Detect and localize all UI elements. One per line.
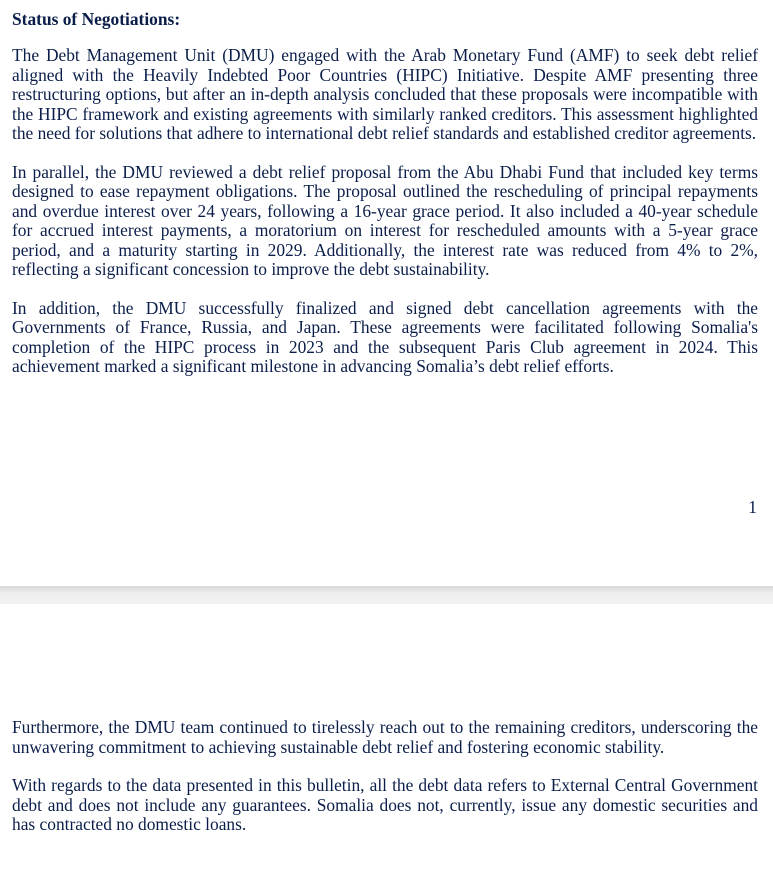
paragraph-cancellation: In addition, the DMU successfully finalized and signed debt cancellation agreements with the Governments of France, Russia, and Japan. These agreements were facilitated following Somalia's completion of the HIPC process in 2023 and the subsequent Paris Club agreement in 2024. This achievement marked a significant milestone in advancing Somalia’s debt relief efforts. [12,297,758,376]
paragraph-abu-dhabi: In parallel, the DMU reviewed a debt relief proposal from the Abu Dhabi Fund that included key terms designed to ease repayment obligations. The proposal outlined the rescheduling of principal repayments and overdue interest over 24 years, following a 16-year grace period. It also included a 40-year schedule for accrued interest payments, a moratorium on interest for rescheduled amounts with a 5-year grace period, and a maturity starting in 2029. Additionally, the interest rate was reduced from 4% to 2%, reflecting a significant concession to improve the debt sustainability. [12,161,758,279]
section-heading: Status of Negotiations: [12,9,181,29]
page-number: 1 [748,497,757,517]
page-separator [0,586,773,604]
paragraph-amf: The Debt Management Unit (DMU) engaged with the Arab Monetary Fund (AMF) to seek debt relief aligned with the Heavily Indebted Poor Countries (HIPC) Initiative. Despite AMF presenting three restructuring options, but after an in-depth analysis concluded that these proposals were incompatible with the HIPC framework and existing agreements with similarly ranked creditors. This assessment highlighted the need for solutions that adhere to international debt relief standards and established creditor agreements. [12,45,758,143]
paragraph-data-scope: With regards to the data presented in this bulletin, all the debt data refers to External Central Government debt and does not include any guarantees. Somalia does not, currently, issue any domestic securities and has contracted no domestic loans. [12,775,758,834]
page-1-content [12,9,758,396]
paragraph-outreach: Furthermore, the DMU team continued to tirelessly reach out to the remaining creditors, underscoring the unwavering commitment to achieving sustainable debt relief and fostering economic stability. [12,717,758,757]
document-page-2 [0,604,773,876]
page-2-content [12,718,758,854]
